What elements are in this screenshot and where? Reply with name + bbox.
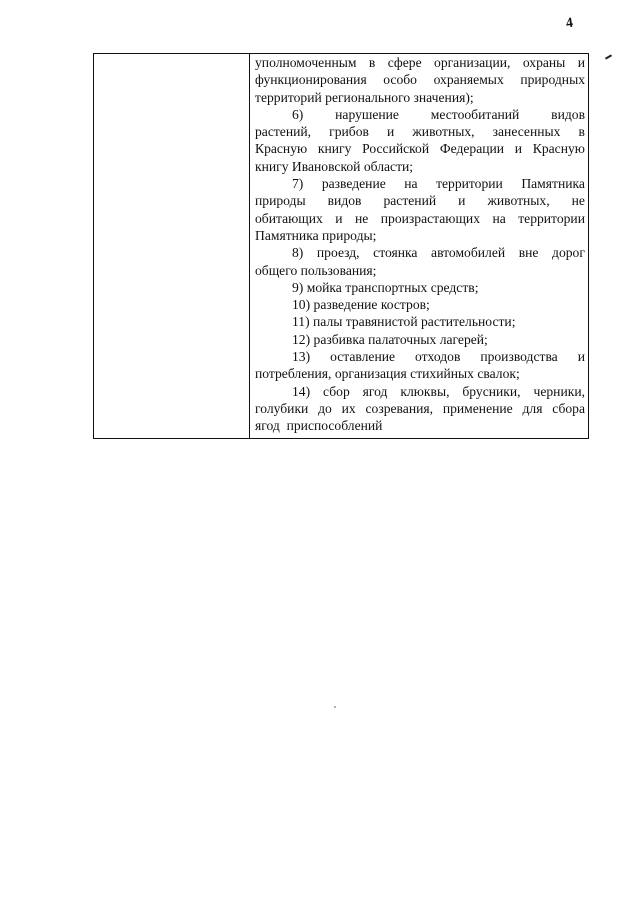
word: проезд, — [316, 245, 360, 261]
word: Красную — [255, 141, 308, 157]
word: черники, — [533, 383, 585, 399]
word: разведение — [321, 176, 386, 192]
text-line-words — [255, 71, 585, 88]
word: животных, — [412, 124, 475, 140]
word: отходов — [414, 349, 461, 365]
word: производства — [480, 349, 558, 365]
text-line-words — [255, 192, 585, 209]
text-line — [255, 54, 585, 71]
text-line — [255, 123, 585, 140]
word: и — [335, 210, 343, 226]
word: ягод — [362, 383, 388, 399]
text-line: ягод приспособлений — [255, 418, 383, 434]
word: видов — [551, 106, 585, 122]
word: брусники, — [462, 383, 521, 399]
word: организации, — [434, 55, 511, 70]
word: животных, — [487, 193, 550, 209]
text-line: книгу Ивановской области; — [255, 158, 414, 174]
document-table — [93, 53, 589, 439]
text-line-words — [292, 244, 585, 261]
word: дорог — [552, 245, 585, 261]
text-line — [255, 71, 585, 88]
text-line — [255, 140, 585, 157]
word: нарушение — [335, 106, 399, 122]
word: их — [341, 400, 356, 416]
text-line — [255, 400, 585, 417]
word: территории — [436, 176, 503, 192]
text-line-words — [255, 123, 585, 140]
text-line — [255, 383, 585, 400]
word: клюквы, — [400, 383, 450, 399]
word: местообитаний — [430, 106, 520, 122]
text-line-words — [292, 106, 585, 123]
word: растений — [383, 193, 437, 209]
word: грибов — [329, 124, 369, 140]
scan-speck — [334, 706, 336, 708]
text-line — [255, 175, 585, 192]
text-line-words — [292, 383, 585, 400]
text-line: общего пользования; — [255, 262, 377, 278]
word: растений, — [255, 124, 312, 140]
word: вне — [518, 245, 539, 261]
text-line-words — [292, 175, 585, 192]
text-line-words — [255, 210, 585, 227]
text-line: 9) мойка транспортных средств; — [292, 279, 479, 295]
word: созревания, — [365, 400, 434, 416]
word: не — [571, 193, 585, 209]
word: Памятника — [521, 176, 585, 192]
word: особо — [383, 72, 417, 88]
word: и — [577, 349, 585, 365]
word: природы — [255, 193, 306, 209]
word: функционирования — [255, 72, 367, 88]
word: уполномоченным — [255, 55, 357, 70]
word: книгу — [317, 141, 352, 157]
margin-tick-mark — [605, 54, 612, 59]
word: и — [577, 55, 585, 70]
word: видов — [327, 193, 362, 209]
word: сбор — [323, 383, 350, 399]
word: стоянка — [373, 245, 418, 261]
word: территории — [518, 210, 585, 226]
word: сфере — [387, 55, 422, 70]
word: Российской — [362, 141, 430, 157]
word: и — [458, 193, 466, 209]
word: не — [355, 210, 369, 226]
text-line — [255, 348, 585, 365]
word: голубики — [255, 400, 309, 416]
word: Федерации — [439, 141, 505, 157]
text-line — [255, 106, 585, 123]
word: занесенных — [492, 124, 561, 140]
text-line: 12) разбивка палаточных лагерей; — [292, 331, 488, 347]
word: 8) — [292, 245, 304, 261]
word: 13) — [292, 349, 311, 365]
text-line: 10) разведение костров; — [292, 297, 430, 313]
word: охраняемых — [433, 72, 504, 88]
word: и — [387, 124, 395, 140]
word: оставление — [330, 349, 396, 365]
text-line: потребления, организация стихийных свалок; — [255, 366, 520, 382]
word: в — [368, 55, 376, 70]
word: охраны — [522, 55, 566, 70]
text-line: Памятника природы; — [255, 227, 377, 243]
word: в — [578, 124, 585, 140]
word: 7) — [292, 176, 304, 192]
text-line — [255, 244, 585, 261]
text-line — [255, 210, 585, 227]
word: обитающих — [255, 210, 323, 226]
word: сбора — [552, 400, 585, 416]
table-left-cell — [94, 54, 250, 438]
word: произрастающих — [380, 210, 480, 226]
word: на — [492, 210, 506, 226]
word: автомобилей — [431, 245, 506, 261]
table-right-cell — [250, 54, 588, 438]
word: 14) — [292, 383, 311, 399]
word: природных — [520, 72, 585, 88]
text-line-words — [292, 348, 585, 365]
word: 6) — [292, 106, 304, 122]
text-line: территорий регионального значения); — [255, 89, 474, 105]
text-line-words — [255, 400, 585, 417]
word: на — [404, 176, 418, 192]
word: до — [318, 400, 332, 416]
text-line — [255, 192, 585, 209]
word: Красную — [532, 141, 585, 157]
page-number: 4 — [564, 15, 574, 32]
word: и — [514, 141, 523, 157]
text-line-words — [255, 140, 585, 157]
text-line-words — [255, 54, 585, 71]
word: применение — [442, 400, 513, 416]
word: для — [522, 400, 543, 416]
text-line: 11) палы травянистой растительности; — [292, 314, 516, 330]
